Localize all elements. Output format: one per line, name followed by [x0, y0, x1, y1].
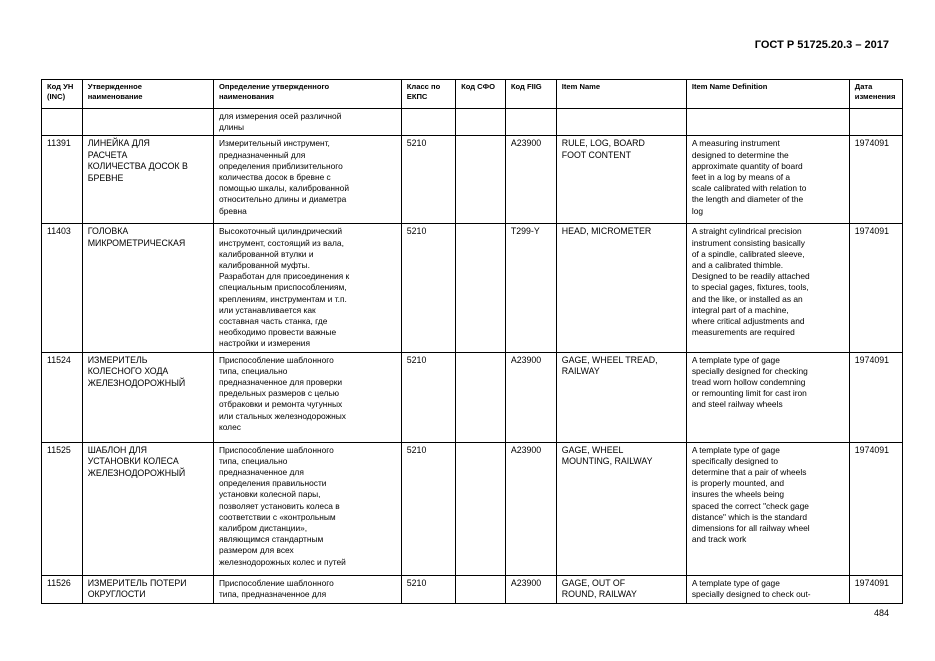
cell-change-date: [849, 109, 902, 136]
cell-item-name-definition: A template type of gage specifically designed to determine that a pair of wheels is properly mounted, and insures the wheels being spaced the correct "check gage distance" which is the standard dimensions for all railway wheel and track work: [686, 442, 849, 575]
column-header-approved-name: Утвержденное наименование: [82, 80, 213, 109]
table-row: [42, 109, 903, 136]
cell-definition: Измерительный инструмент, предназначенный для определения приблизительного количества досок в бревне с помощью шкалы, калиброванной относительно длины и диаметра бревна: [213, 136, 401, 224]
cell-ekps-class: 5210: [401, 442, 455, 575]
cell-ekps-class: [401, 109, 455, 136]
table-row: [42, 442, 903, 575]
page-number: 484: [873, 608, 889, 618]
cell-item-name: HEAD, MICROMETER: [556, 224, 686, 352]
column-header-sfo-code: Код СФО: [456, 80, 506, 109]
cell-item-name-definition: A measuring instrument designed to determine the approximate quantity of board feet in a log by means of a scale calibrated with relation to the length and diameter of the log: [686, 136, 849, 224]
document-standard-code: ГОСТ Р 51725.20.3 – 2017: [754, 39, 889, 51]
column-header-inc: Код УН (INC): [42, 80, 83, 109]
catalog-table: [41, 79, 903, 604]
cell-sfo-code: [456, 575, 506, 603]
cell-approved-name: ГОЛОВКА МИКРОМЕТРИЧЕСКАЯ: [82, 224, 213, 352]
column-header-item-name: Item Name: [556, 80, 686, 109]
cell-inc: [42, 109, 83, 136]
cell-fiig-code: A23900: [505, 136, 556, 224]
cell-sfo-code: [456, 352, 506, 442]
table-row: [42, 224, 903, 352]
cell-definition: для измерения осей различной длины: [213, 109, 401, 136]
column-header-fiig-code: Код FIIG: [505, 80, 556, 109]
cell-definition: Высокоточный цилиндрический инструмент, состоящий из вала, калиброванной втулки и калиброванной муфты. Разработан для присоединения к специальным приспособлениям, креплениям, инструментам и т.п. или устанавливается как составная часть станка, где необходимо провести важные настройки и измерения: [213, 224, 401, 352]
cell-item-name: RULE, LOG, BOARD FOOT CONTENT: [556, 136, 686, 224]
cell-ekps-class: 5210: [401, 352, 455, 442]
cell-change-date: 1974091: [849, 136, 902, 224]
cell-fiig-code: [505, 109, 556, 136]
cell-fiig-code: A23900: [505, 442, 556, 575]
cell-item-name-definition: A straight cylindrical precision instrument consisting basically of a spindle, calibrated sleeve, and a calibrated thimble. Designed to be readily attached to special gages, fixtures, tools, and the like, or installed as an integral part of a machine, where critical adjustments and measurements are required: [686, 224, 849, 352]
cell-fiig-code: A23900: [505, 352, 556, 442]
column-header-item-name-definition: Item Name Definition: [686, 80, 849, 109]
cell-inc: 11524: [42, 352, 83, 442]
cell-change-date: 1974091: [849, 224, 902, 352]
cell-approved-name: ИЗМЕРИТЕЛЬ ПОТЕРИ ОКРУГЛОСТИ: [82, 575, 213, 603]
cell-sfo-code: [456, 109, 506, 136]
cell-ekps-class: 5210: [401, 575, 455, 603]
table-row: [42, 575, 903, 603]
cell-inc: 11391: [42, 136, 83, 224]
table-row: [42, 352, 903, 442]
cell-sfo-code: [456, 224, 506, 352]
column-header-change-date: Дата изменения: [849, 80, 902, 109]
cell-ekps-class: 5210: [401, 224, 455, 352]
cell-approved-name: ЛИНЕЙКА ДЛЯ РАСЧЕТА КОЛИЧЕСТВА ДОСОК В БРЕВНЕ: [82, 136, 213, 224]
cell-approved-name: ИЗМЕРИТЕЛЬ КОЛЕСНОГО ХОДА ЖЕЛЕЗНОДОРОЖНЫЙ: [82, 352, 213, 442]
cell-approved-name: [82, 109, 213, 136]
cell-item-name: GAGE, OUT OF ROUND, RAILWAY: [556, 575, 686, 603]
cell-item-name-definition: [686, 109, 849, 136]
cell-change-date: 1974091: [849, 352, 902, 442]
cell-definition: Приспособление шаблонного типа, предназначенное для: [213, 575, 401, 603]
cell-inc: 11526: [42, 575, 83, 603]
cell-inc: 11525: [42, 442, 83, 575]
cell-item-name: GAGE, WHEEL TREAD, RAILWAY: [556, 352, 686, 442]
cell-item-name-definition: A template type of gage specially designed for checking tread worn hollow condemning or remounting limit for cast iron and steel railway wheels: [686, 352, 849, 442]
column-header-ekps-class: Класс по ЕКПС: [401, 80, 455, 109]
cell-sfo-code: [456, 136, 506, 224]
cell-fiig-code: A23900: [505, 575, 556, 603]
table-row: [42, 136, 903, 224]
cell-item-name-definition: A template type of gage specially designed to check out-: [686, 575, 849, 603]
cell-item-name: GAGE, WHEEL MOUNTING, RAILWAY: [556, 442, 686, 575]
cell-change-date: 1974091: [849, 575, 902, 603]
cell-item-name: [556, 109, 686, 136]
column-header-definition: Определение утвержденного наименования: [213, 80, 401, 109]
cell-definition: Приспособление шаблонного типа, специально предназначенное для определения правильности установки колесной пары, позволяет установить колеса в соответствии с «контрольным калибром дистанции», являющимся стандартным размером для всех железнодорожных колес и путей: [213, 442, 401, 575]
table-header-row: [42, 80, 903, 109]
cell-change-date: 1974091: [849, 442, 902, 575]
cell-sfo-code: [456, 442, 506, 575]
cell-definition: Приспособление шаблонного типа, специально предназначенное для проверки предельных размеров с целью отбраковки и ремонта чугунных или стальных железнодорожных колес: [213, 352, 401, 442]
cell-fiig-code: T299-Y: [505, 224, 556, 352]
cell-approved-name: ШАБЛОН ДЛЯ УСТАНОВКИ КОЛЕСА ЖЕЛЕЗНОДОРОЖНЫЙ: [82, 442, 213, 575]
cell-inc: 11403: [42, 224, 83, 352]
cell-ekps-class: 5210: [401, 136, 455, 224]
